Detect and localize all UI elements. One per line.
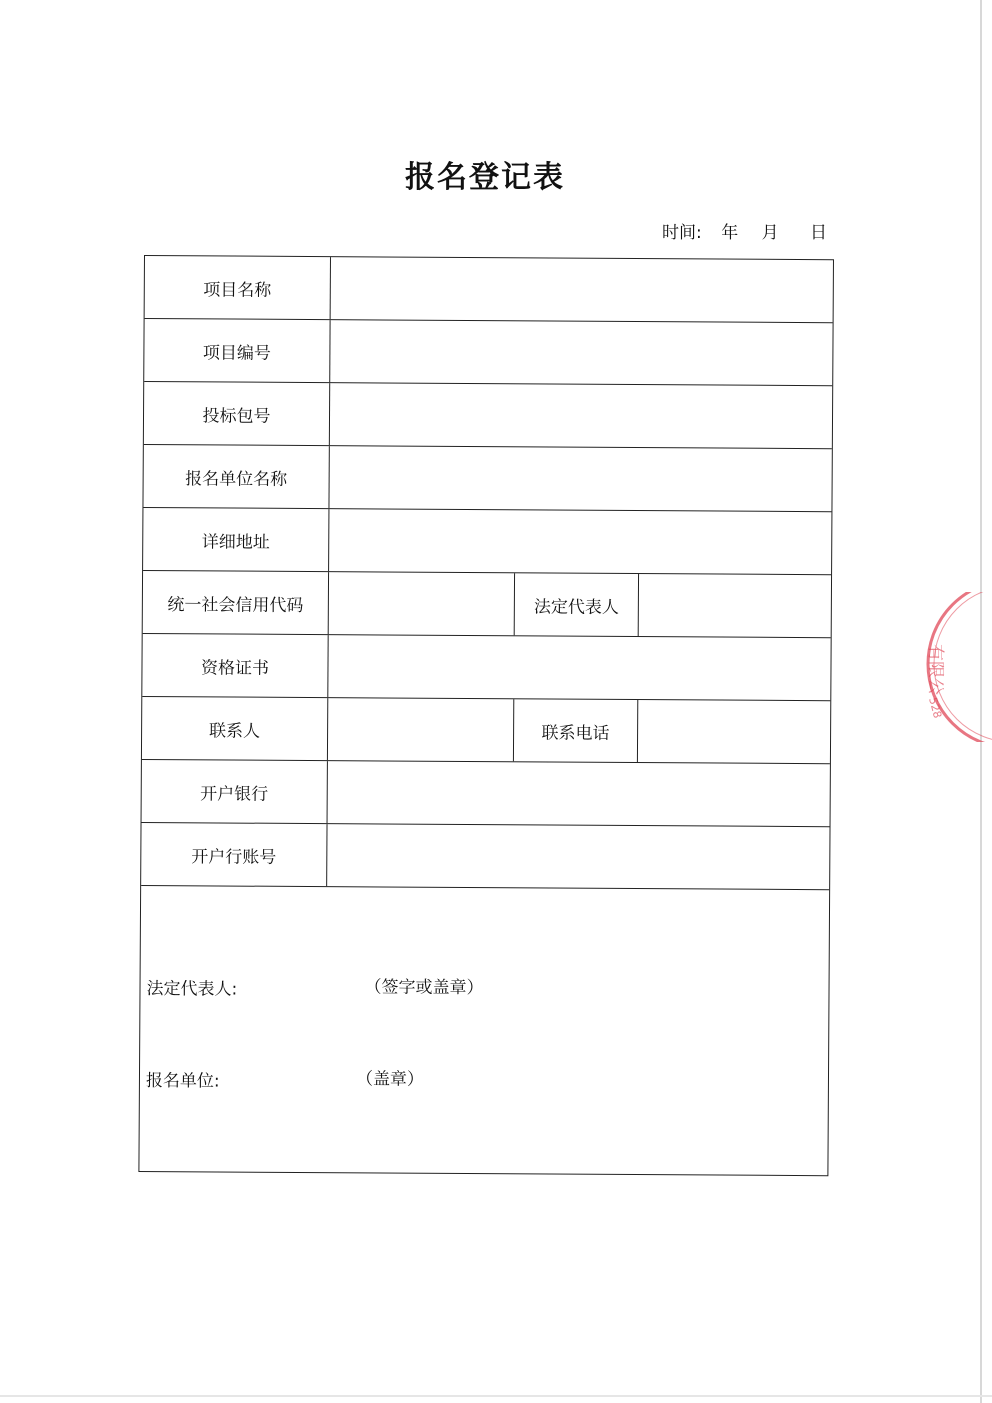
table-row (144, 382, 832, 449)
table-row (144, 319, 832, 386)
row-label-account: 开户行账号 (141, 823, 327, 886)
row-label-qualification: 资格证书 (142, 634, 328, 697)
row-label-credit-code: 统一社会信用代码 (143, 571, 329, 634)
row-label-phone: 联系电话 (514, 699, 638, 762)
applicant-name-field[interactable] (329, 446, 831, 511)
date-day-label: 日 (810, 223, 827, 243)
unit-seal-line (145, 1066, 425, 1092)
table-row (141, 823, 829, 890)
table-row (145, 256, 833, 323)
address-field[interactable] (329, 509, 831, 574)
signature-area (139, 886, 829, 1175)
qualification-field[interactable] (328, 635, 830, 700)
table-row (143, 445, 831, 512)
legal-rep-signature-note: （签字或盖章） (364, 977, 484, 999)
credit-code-field[interactable] (329, 572, 515, 635)
bank-field[interactable] (328, 761, 830, 826)
row-label-project-number: 项目编号 (144, 319, 330, 382)
row-label-legal-rep: 法定代表人 (515, 573, 639, 636)
row-label-applicant-name: 报名单位名称 (143, 445, 329, 508)
phone-field[interactable] (638, 700, 830, 763)
date-label: 时间: (662, 223, 702, 243)
unit-seal-label: 报名单位: (145, 1071, 220, 1092)
contact-field[interactable] (328, 698, 514, 761)
date-year-label: 年 (721, 223, 739, 243)
svg-text:528: 528 (926, 696, 945, 720)
legal-rep-signature-label: 法定代表人: (146, 979, 238, 1000)
row-label-address: 详细地址 (143, 508, 329, 571)
table-row (142, 760, 830, 827)
legal-rep-signature-line (146, 974, 484, 1000)
table-row (143, 508, 831, 575)
bid-package-field[interactable] (330, 383, 832, 448)
row-label-bank: 开户银行 (142, 760, 328, 823)
row-label-project-name: 项目名称 (145, 256, 331, 319)
page-edge-bottom (0, 1395, 992, 1397)
row-label-bid-package: 投标包号 (144, 382, 330, 445)
registration-form-table (138, 255, 834, 1176)
project-number-field[interactable] (330, 320, 832, 385)
legal-rep-field[interactable] (639, 574, 831, 637)
company-seal-partial (912, 592, 992, 742)
date-line (662, 218, 827, 243)
date-month-label: 月 (761, 223, 779, 243)
table-row (142, 697, 830, 764)
unit-seal-note: （盖章） (355, 1069, 425, 1090)
table-row (142, 634, 830, 701)
table-row (143, 571, 831, 638)
row-label-contact: 联系人 (142, 697, 328, 760)
svg-text:有限公: 有限公 (925, 644, 945, 695)
account-field[interactable] (327, 824, 829, 889)
project-name-field[interactable] (331, 257, 833, 322)
page-title: 报名登记表 (405, 160, 565, 195)
